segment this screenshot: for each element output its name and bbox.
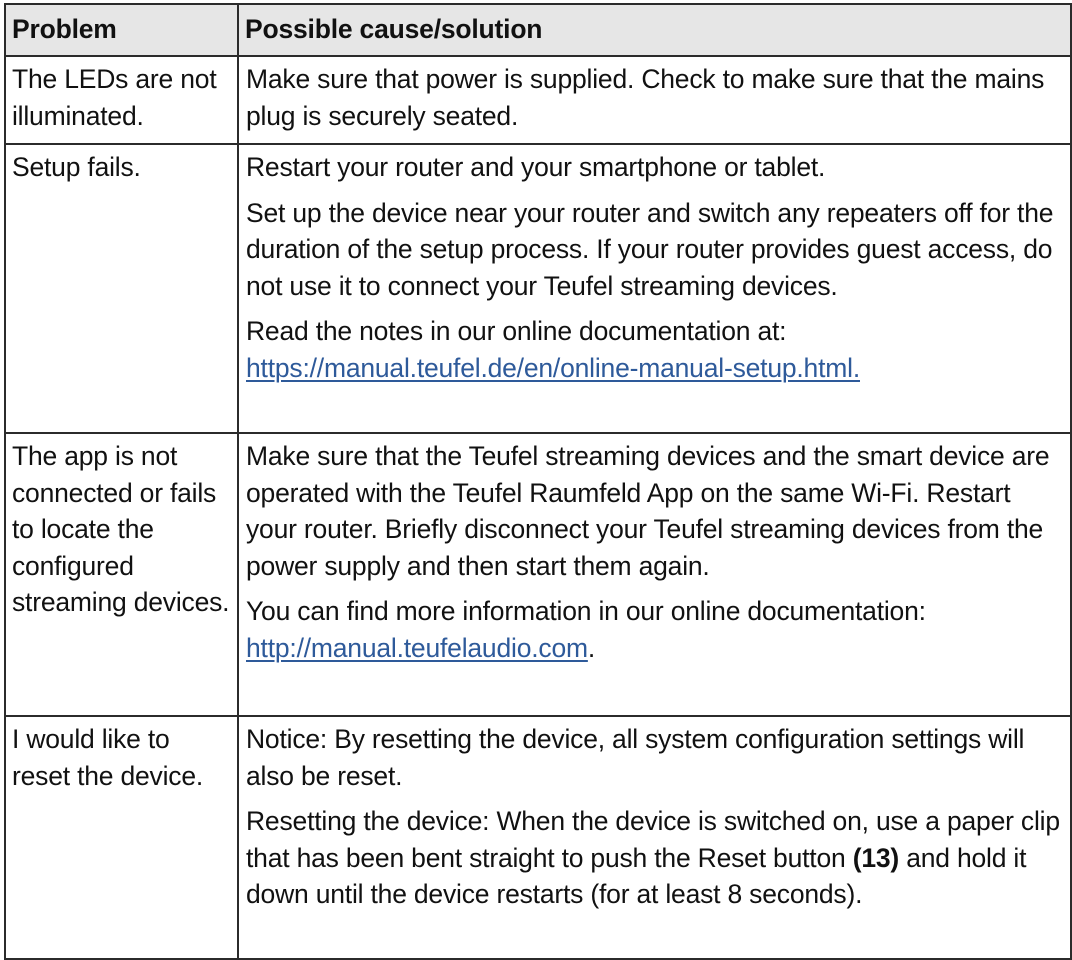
documentation-note: Read the notes in our online documentation at: xyxy=(246,316,787,347)
problem-cell: Setup fails. xyxy=(5,144,238,433)
solution-cell xyxy=(238,56,1071,144)
solution-paragraph xyxy=(246,803,1064,913)
solution-paragraph xyxy=(246,313,1064,386)
problem-cell: The LEDs are not illuminated. xyxy=(5,56,238,144)
solution-cell xyxy=(238,144,1071,433)
solution-paragraph xyxy=(246,593,1064,666)
table-row xyxy=(5,433,1071,716)
header-problem: Problem xyxy=(5,4,238,56)
problem-cell: I would like to reset the device. xyxy=(5,716,238,959)
reset-instructions-start: Resetting the device: When the device is switched on, use a paper clip that has been bent straight to push the Reset button xyxy=(246,806,1060,873)
problem-cell: The app is not connected or fails to locate the configured streaming devices. xyxy=(5,433,238,716)
setup-manual-link[interactable]: https://manual.teufel.de/en/online-manual-setup.html. xyxy=(246,352,860,383)
table-row xyxy=(5,716,1071,959)
solution-cell xyxy=(238,716,1071,959)
solution-paragraph: Restart your router and your smartphone or tablet. xyxy=(246,152,826,182)
solution-cell xyxy=(238,433,1071,716)
reset-instructions-end: and hold it down until the device restarts (for at least 8 seconds). xyxy=(246,842,1027,910)
table-row xyxy=(5,56,1071,144)
reset-button-reference: (13) xyxy=(852,842,900,873)
trailing-period: . xyxy=(587,632,596,663)
troubleshooting-table xyxy=(4,3,1072,960)
solution-paragraph: Make sure that power is supplied. Check to make sure that the mains plug is securely seated. xyxy=(246,64,1045,131)
online-manual-link[interactable]: http://manual.teufelaudio.com xyxy=(246,632,588,663)
solution-paragraph: Make sure that the Teufel streaming devices and the smart device are operated with the Teufel Raumfeld App on the same Wi-Fi. Restart your router. Briefly disconnect your Teufel streaming devices from the power supply and then start them again. xyxy=(246,441,1050,581)
solution-paragraph: Notice: By resetting the device, all system configuration settings will also be reset. xyxy=(246,724,1025,791)
solution-paragraph: Set up the device near your router and switch any repeaters off for the duration of the setup process. If your router provides guest access, do not use it to connect your Teufel streaming devices. xyxy=(246,197,1054,301)
table-header-row xyxy=(5,4,1071,56)
documentation-note: You can find more information in our online documentation: xyxy=(246,596,926,627)
header-solution: Possible cause/solution xyxy=(238,4,1071,56)
table-row xyxy=(5,144,1071,433)
